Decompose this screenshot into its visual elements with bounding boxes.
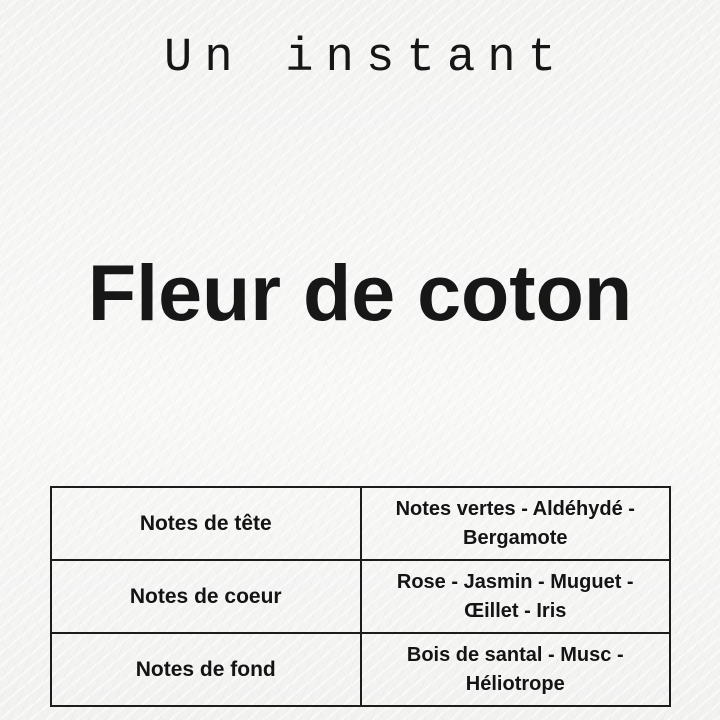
note-label-coeur: Notes de coeur [51, 560, 361, 633]
brand-title: Un instant [163, 32, 569, 85]
note-label-fond: Notes de fond [51, 633, 361, 706]
fragrance-notes-table [50, 486, 671, 707]
note-label-tete: Notes de tête [51, 487, 361, 560]
product-name: Fleur de coton [87, 248, 633, 337]
note-value-tete: Notes vertes - Aldéhydé - Bergamote [361, 487, 671, 560]
table-row [51, 560, 670, 633]
note-value-fond: Bois de santal - Musc - Héliotrope [361, 633, 671, 706]
table-row [51, 633, 670, 706]
table-row [51, 487, 670, 560]
note-value-coeur: Rose - Jasmin - Muguet - Œillet - Iris [361, 560, 671, 633]
